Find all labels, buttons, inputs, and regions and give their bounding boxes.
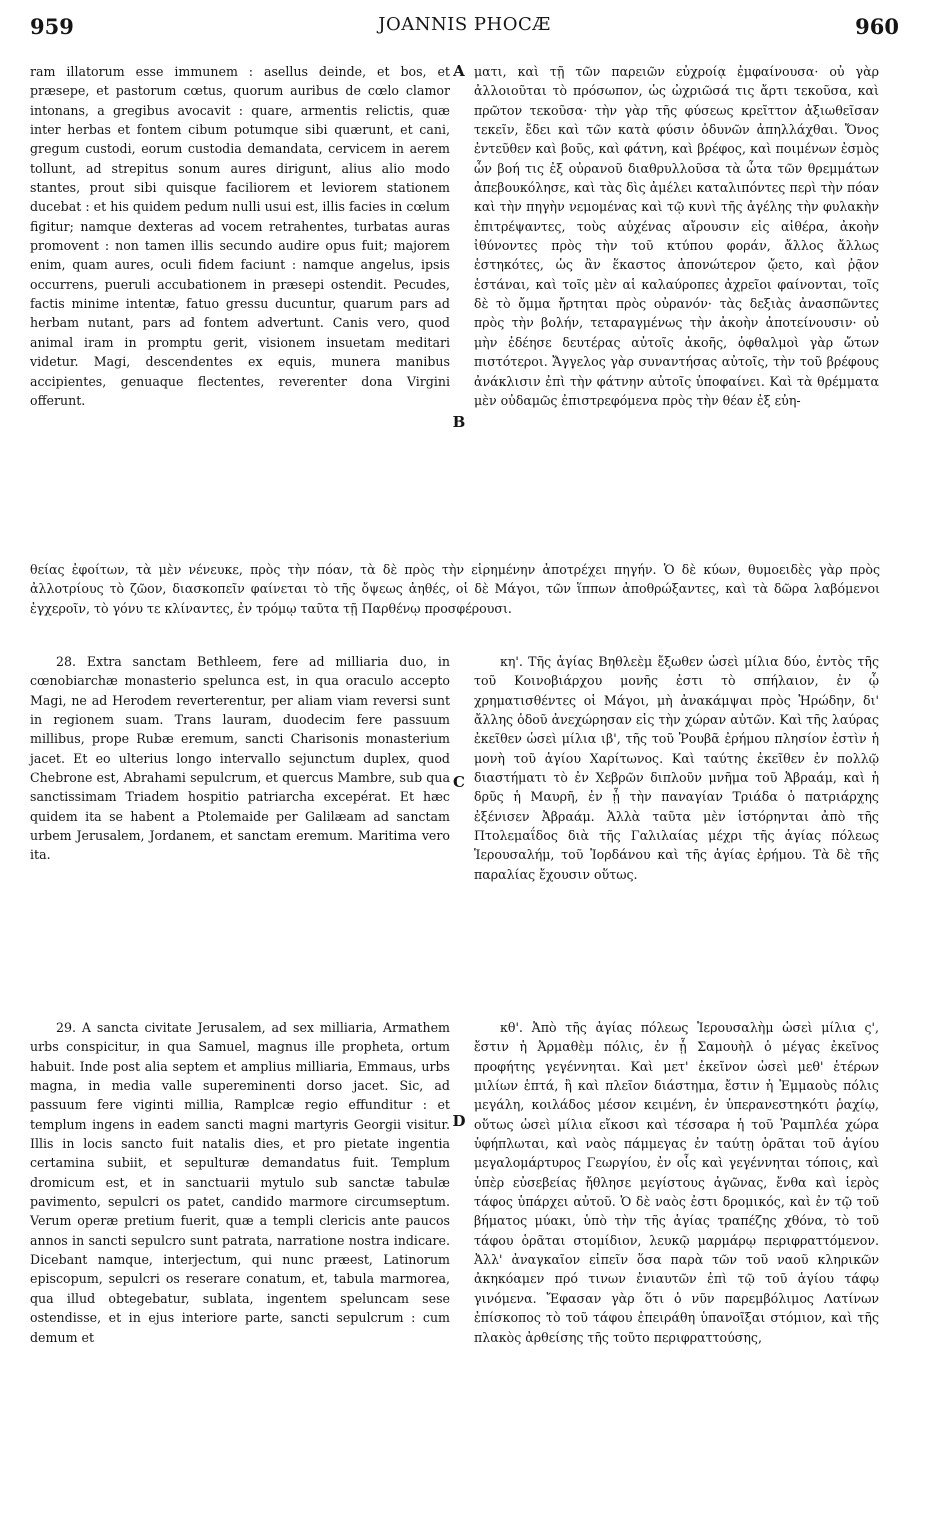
page-number-right: 960 — [855, 14, 899, 39]
running-title: JOANNIS PHOCÆ — [378, 14, 551, 35]
column-marker-d: D — [452, 1112, 466, 1130]
column-marker-b: B — [452, 413, 466, 431]
greek-paragraph-28: κη'. Τῆς ἁγίας Βηθλεὲμ ἔξωθεν ὡσεὶ μίλια δύο, ἐντὸς τῆς τοῦ Κοινοβιάρχου μονῆς ἐστι τὸ σπήλαιον, ἐν ᾧ χρηματισθέντες οἱ Μάγοι, μὴ ἀνακάμψαι πρὸς Ἡρώδην, δι' ἄλλης ὁδοῦ ἀνεχώρησαν εἰς τὴν χώραν αὐτῶν. Καὶ τῆς λαύρας ἐκεῖθεν ὡσεὶ μίλια ιβ', τῆς τοῦ Ῥουβᾶ ἐρήμου πλησίον ἐστὶν ἡ μονὴ τοῦ ἁγίου Χαρίτωνος. Καὶ ταύτης ἐκεῖθεν ἐν πολλῷ διαστήματι τὸ ἐν Χεβρῶν διπλοῦν μνῆμα τοῦ Ἀβραάμ, καὶ ἡ δρῦς ἡ Μαυρῆ, ἐν ᾗ τὴν παναγίαν Τριάδα ὁ πατριάρχης ἐξένισεν Ἀβραάμ. Ἀλλὰ ταῦτα μὲν ἱστόρηνται ἀπὸ τῆς Πτολεμαΐδος διὰ τῆς Γαλιλαίας μέχρι τῆς ἁγίας πόλεως Ἱερουσαλήμ, τοῦ Ἰορδάνου καὶ τῆς ἁγίας ἐρήμου. Τὰ δὲ τῆς παραλίας ἔχουσιν οὕτως. — [474, 654, 879, 882]
greek-paragraph-27-continuation: θείας ἐφοίτων, τὰ μὲν νένευκε, πρὸς τὴν πόαν, τὰ δὲ πρὸς τὴν εἰρημένην ἀποτρέχει πηγήν. Ὁ δὲ κύων, θυμοειδὲς γὰρ πρὸς ἀλλοτρίους τὸ ζῶον, διασκοπεῖν φαίνεται τὸ τῆς ὄψεως ἀηθές, οἱ δὲ Μάγοι, τῶν ἵππων ἀποθρώξαντες, καὶ τὰ δῶρα λαβόμενοι ἐγχεροῖν, τὸ γόνυ τε κλίναντες, ἐν τρόμῳ ταῦτα τῇ Παρθένῳ προσφέρουσι. — [30, 562, 880, 616]
latin-paragraph-27: ram illatorum esse immunem : asellus deinde, et bos, et præsepe, et pastorum cœtus, quorum auribus de cœlo clamor intonans, a gregibus avocavit : quare, armentis relictis, quæ inter herbas et fontem cibum potumque sibi quærunt, et cani, gregum custodi, eorum custodia demandata, cervicem in aerem tollunt, ad strepitus sonum aures dirigunt, alius alio modo stantes, prout sibi quisque faciliorem et leviorem stationem ducebat : et his quidem pedum nulli usui est, illis facies in cœlum figitur; namque dexteras ad vocem retrahentes, turbatas auras promovent : non tamen illis secundo audire opus fuit; majorem enim, quam aures, oculi fidem faciunt : namque angelus, ipsis occurrens, pueruli accubationem in præsepi ostendit. Pecudes, factis minime intentæ, fatuo gressu ducuntur, quarum pars ad herbam nutant, pars ad fontem advertunt. Canis vero, quod animal iram in promptu gerit, visionem insuetam meditari videtur. Magi, descendentes ex equis, munera manibus accipientes, genuaque flectentes, reverenter dona Virgini offerunt. — [30, 64, 450, 408]
page-header — [24, 14, 905, 44]
column-marker-a: A — [453, 62, 465, 80]
greek-paragraph-29: κθ'. Ἀπὸ τῆς ἁγίας πόλεως Ἱερουσαλὴμ ὡσεὶ μίλια ς', ἔστιν ἡ Ἀρμαθὲμ πόλις, ἐν ᾗ Σαμουὴλ ὁ μέγας ἐκεῖνος προφήτης γεγέννηται. Καὶ μετ' ἐκεῖνον ὡσεὶ μεθ' ἑτέρων μιλίων ἑπτά, ἢ καὶ πλεῖον διάστημα, ἔστιν ἡ Ἐμμαοὺς πόλις μεγάλη, κοιλάδος μέσον κειμένη, ἐν ὑπερανεστηκότι ῥαχίῳ, οὕτως ὡσεὶ μίλια εἴκοσι καὶ τέσσαρα ἡ τοῦ Ῥαμπλέα χώρα ὑφήπλωται, καὶ ναὸς πάμμεγας ἐν ταύτῃ ὁρᾶται τοῦ ἁγίου μεγαλομάρτυρος Γεωργίου, ἐν οἷς καὶ γεγέννηται τόποις, καὶ ὑπὲρ εὐσεβείας ἤθλησε μεγίστους ἀγῶνας, ἔνθα καὶ ἱερὸς τάφος ὑπάρχει αὐτοῦ. Ὁ δὲ ναὸς ἐστι δρομικός, καὶ ἐν τῷ τοῦ βήματος μύακι, ὑπὸ τὴν τῆς ἁγίας τραπέζης χθόνα, τὸ τοῦ τάφου ὁρᾶται στομίδιον, λευκῷ μαρμάρῳ περιφραττόμενον. Ἀλλ' ἀναγκαῖον εἰπεῖν ὅσα παρὰ τῶν τοῦ ναοῦ κληρικῶν ἀκηκόαμεν πρό τινων ἐνιαυτῶν ἐπὶ τῷ τοῦ ἁγίου τάφῳ γινόμενα. Ἔφασαν γὰρ ὅτι ὁ νῦν παρεμβόλιμος Λατίνων ἐπίσκοπος τὸ τοῦ τάφου ἐπειράθη ὑπανοῖξαι στόμιον, καὶ τῆς πλακὸς ἀρθείσης τῆς τοῦτο περιφραττούσης, — [474, 1020, 879, 1345]
column-marker-c: C — [453, 773, 465, 791]
latin-paragraph-29: 29. A sancta civitate Jerusalem, ad sex milliaria, Armathem urbs conspicitur, in qua Samuel, magnus ille propheta, ortum habuit. Inde post alia septem et amplius milliaria, Emmaus, urbs magna, in media valle supereminenti dorso jacet. Sic, ad passuum fere viginti millia, Ramplcæ regio effunditur : et templum ingens in eadem sancti magni martyris Georgii visitur. Illis in locis sancto fuit natalis dies, et pro pietate ingentia certamina subiit, et sepulturæ demandatus fuit. Templum dromicum est, et in sanctuarii mytulo sub sanctæ tabulæ pavimento, sepulcri os patet, candido marmore circumseptum. Verum operæ pretium fuerit, quæ a templi clericis ante paucos annos in sancti sepulcro sunt patrata, narratione nostra indicare. Dicebant namque, interjectum, qui nunc præest, Latinorum episcopum, sepulcri os reserare conatum, et, tabula marmorea, qua illud obtegebatur, sublata, ingentem speluncam sese ostendisse, et in ejus interiore parte, sancti sepulcrum : cum demum et — [30, 1020, 450, 1345]
greek-paragraph-27: ματι, καὶ τῇ τῶν παρειῶν εὐχροίᾳ ἐμφαίνουσα· οὐ γὰρ ἀλλοιοῦται τὸ πρόσωπον, ὡς ὠχριῶσά τις ἄρτι τεκοῦσα, καὶ πρῶτον τεκοῦσα· τὴν γὰρ τῆς φύσεως κρεῖττον ἀξιωθεῖσαν τεκεῖν, ἔδει καὶ τῶν κατὰ φύσιν ὀδυνῶν ἀπηλλάχθαι. Ὄνος ἐντεῦθεν καὶ βοῦς, καὶ φάτνη, καὶ βρέφος, καὶ ποιμένων ἐσμὸς ὧν βοή τις ἐξ οὐρανοῦ διαθρυλλοῦσα τὰ ὦτα τῶν θρεμμάτων ἀπεβουκόλησε, καὶ τὰς δὶς ἀμέλει καταλιπόντες περὶ τὴν πόαν καὶ τὴν πηγὴν νεμομένας καὶ τῷ κυνὶ τῆς ἀγέλης τὴν φυλακὴν ἐπιτρέψαντες, τοὺς αὐχένας αἴρουσιν εἰς αἰθέρα, ἀκοὴν ἰθύνοντες πρὸς τὴν τοῦ κτύπου φοράν, ἄλλος ἄλλως ἑστηκότες, ὡς ἂν ἕκαστος ἀπονώτερον ᾤετο, καὶ ῥᾷον ἑστάναι, καὶ τοῖς μὲν αἱ καλαύροπες ἀχρεῖοι φαίνονται, τοῖς δὲ τὸ ὄμμα ἤρτηται πρὸς οὐρανόν· τὰς δεξιὰς ἀνασπῶντες πρὸς τὴν βολήν, τεταραγμένως τὴν ἀκοὴν ἀποτείνουσιν· οὐ μὴν ἐδέησε δευτέρας αὐτοῖς ἀκοῆς, ὀφθαλμοὶ γὰρ ὤτων πιστότεροι. Ἄγγελος γὰρ συναντήσας αὐτοῖς, τὴν τοῦ βρέφους ἀνάκλισιν ἐπὶ τὴν φάτνην αὐτοῖς ὑποφαίνει. Καὶ τὰ θρέμματα μὲν οὐδαμῶς ἐπιστρεφόμενα πρὸς τὴν θέαν ἐξ εὐη- — [474, 64, 879, 408]
latin-paragraph-28: 28. Extra sanctam Bethleem, fere ad milliaria duo, in cœnobiarchæ monasterio spelunca est, in qua oraculo accepto Magi, ne ad Herodem reverterentur, per aliam viam reversi sunt in regionem suam. Trans lauram, duodecim fere passuum millibus, prope Rubæ eremum, sancti Charisonis monasterium jacet. Et eo ulterius longo intervallo sejunctum duplex, quod Chebrone est, Abrahami sepulcrum, et quercus Mambre, sub qua sanctissimam Triadem hospitio patriarcha excepérat. Et hæc quidem ita se habent a Ptolemaide per Galilæam ad sanctam urbem Jerusalem, Jordanem, et sanctam eremum. Maritima vero ita. — [30, 654, 450, 863]
page-number-left: 959 — [30, 14, 74, 39]
